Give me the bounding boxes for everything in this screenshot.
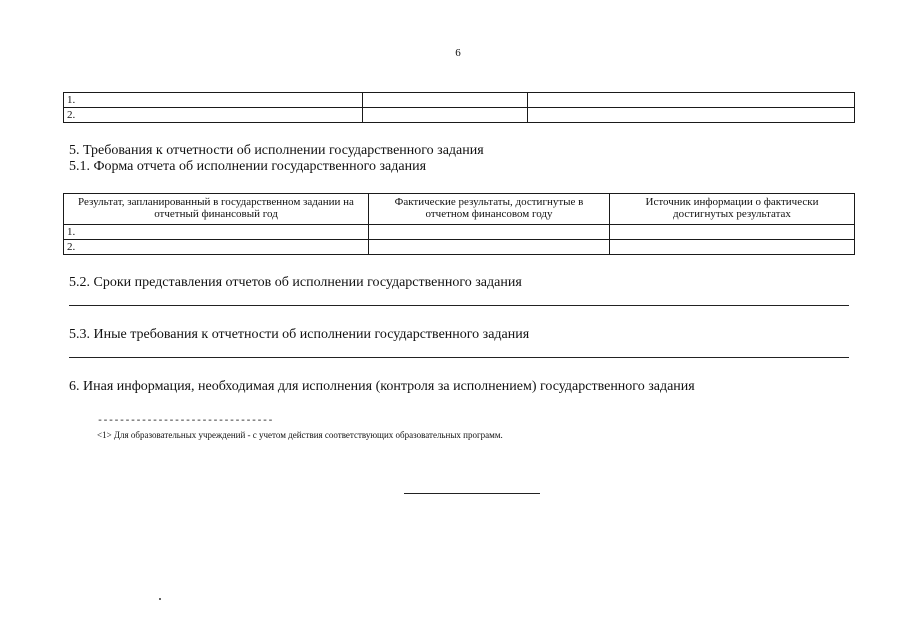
table-cell	[363, 108, 528, 123]
table-cell	[369, 225, 610, 240]
table-cell	[610, 225, 855, 240]
table-row	[64, 93, 855, 108]
column-header-info-source: Источник информации о фактически достигнутых результатах	[610, 194, 855, 225]
table-cell: 1.	[64, 225, 369, 240]
end-of-document-line	[404, 493, 540, 494]
table-cell: 2.	[64, 108, 363, 123]
table-cell	[528, 108, 855, 123]
footnote-divider: --------------------------------	[97, 416, 274, 427]
table-header-row	[64, 194, 855, 225]
table-cell: 2.	[64, 240, 369, 255]
section-5-2-heading: 5.2. Сроки представления отчетов об исполнении государственного задания	[69, 275, 522, 290]
page-number: 6	[455, 47, 461, 59]
section-5-1-heading: 5.1. Форма отчета об исполнении государственного задания	[69, 159, 427, 174]
table-cell	[363, 93, 528, 108]
scan-speck	[159, 598, 161, 600]
section-5-3-heading: 5.3. Иные требования к отчетности об исполнении государственного задания	[69, 327, 530, 342]
fill-in-line	[69, 305, 849, 306]
section-6-heading: 6. Иная информация, необходимая для исполнения (контроля за исполнением) государственного задания	[69, 379, 695, 394]
footnote-text: <1> Для образовательных учреждений - с учетом действия соответствующих образовательных программ.	[97, 430, 503, 440]
table-row	[64, 240, 855, 255]
column-header-planned-result: Результат, запланированный в государственном задании на отчетный финансовый год	[64, 194, 369, 225]
table-row	[64, 225, 855, 240]
top-table	[63, 92, 855, 123]
table-cell	[528, 93, 855, 108]
report-form-table	[63, 193, 855, 255]
fill-in-line	[69, 357, 849, 358]
table-cell	[610, 240, 855, 255]
table-row	[64, 108, 855, 123]
column-header-actual-result: Фактические результаты, достигнутые в отчетном финансовом году	[369, 194, 610, 225]
section-5-heading: 5. Требования к отчетности об исполнении государственного задания	[69, 143, 484, 158]
table-cell: 1.	[64, 93, 363, 108]
table-cell	[369, 240, 610, 255]
